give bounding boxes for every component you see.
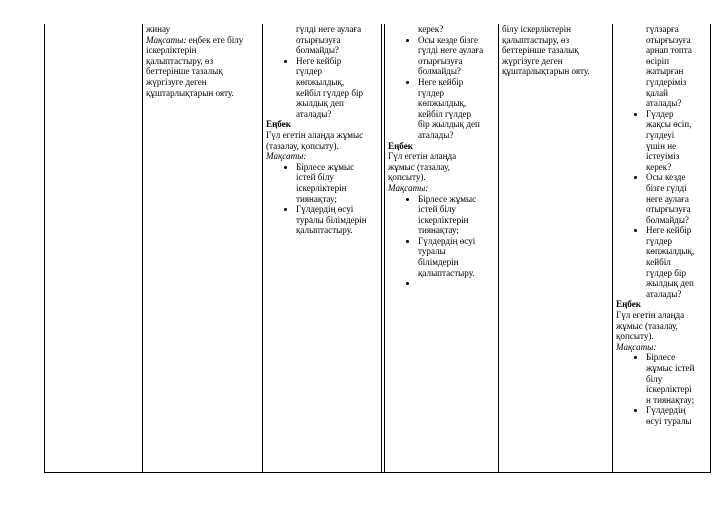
text-line: қопсыту).	[388, 172, 426, 183]
table-border-left	[44, 24, 45, 473]
list-item: • Бірлесе жұмыс істей білу іскерліктерін тиянақтау;	[418, 194, 497, 236]
goal-line	[146, 35, 261, 46]
text-line: білу іскерліктерін	[502, 24, 572, 34]
table-cell-col5	[616, 24, 709, 427]
list-item: • Гүлдер жақсы өсіп, гүлдеуі үшін не істеуіміз керек?	[646, 109, 709, 173]
section-heading: Еңбек	[388, 140, 414, 151]
text-line: беттерінше тазалық	[146, 66, 223, 77]
text-line: құштарлықтарын ояту.	[502, 66, 590, 77]
bullet-continuation	[388, 24, 497, 35]
list-item-empty	[418, 278, 497, 289]
list-item: • Неге кейбір гүлдер көпжылдық, кейбіл гүлдер бір жылдық деп аталады?	[646, 225, 709, 299]
list-item: • Осы кезде бізге гүлді неге аулаға отырғызуға болмайды?	[646, 172, 709, 225]
list-item: • Неге кейбір гүлдер көпжылдық, кейбіл гүлдер бір жылдық деп аталады?	[418, 77, 497, 141]
table-cell-col3	[388, 24, 497, 289]
list-item: • Осы кезде бізге гүлді неге аулаға отырғызуға болмайды?	[418, 35, 497, 77]
section-heading: Еңбек	[616, 299, 642, 310]
text-line: отырғызуға	[296, 34, 341, 45]
list-item: • Гүлдердің өсуі туралы	[646, 405, 709, 426]
text-line: іскерліктерін	[146, 45, 197, 56]
text-line: жұмыс (тазалау,	[388, 161, 450, 172]
table-column-divider	[142, 24, 143, 473]
text-line: қалыптастыру, өз	[146, 55, 214, 66]
list-item: • Неге кейбір гүлдер көпжылдық, кейбіл гүлдер бір жылдық деп аталады?	[296, 56, 380, 120]
table-cell-col4	[502, 24, 611, 77]
bullet-list	[266, 162, 380, 236]
table-cell-col1	[146, 24, 261, 98]
text-line: жинау	[146, 24, 171, 34]
text-line: құштарлықтарын ояту.	[146, 87, 234, 98]
table-cell-col2	[266, 24, 380, 236]
table-column-divider	[384, 24, 385, 473]
text-line: болмайды?	[296, 45, 339, 56]
list-item: • Бірлесе жұмыс істей білу іскерліктері н тиянақтау;	[646, 352, 709, 405]
list-item: • Гүлдердің өсуі туралы білімдерін қалыптастыру.	[296, 204, 380, 236]
text-line: керек?	[418, 24, 444, 34]
goal-label: Мақсаты:	[616, 341, 657, 352]
bullet-list	[388, 35, 497, 141]
text-line: қалыптастыру, өз	[502, 34, 570, 45]
text-line: қопсыту).	[616, 331, 654, 342]
text-line: Гүл егетін алаңда	[388, 151, 457, 162]
text-line: (тазалау, қопсыту).	[266, 140, 339, 151]
text-line: жүргізуге деген	[146, 76, 207, 87]
goal-label: Мақсаты:	[266, 151, 307, 162]
bullet-list	[266, 56, 380, 120]
bullet-continuation	[266, 24, 380, 56]
section-heading: Еңбек	[266, 119, 292, 130]
table-column-divider	[498, 24, 499, 473]
bullet-list	[616, 352, 709, 426]
list-item: • Гүлдердің өсуі туралы білімдерін қалыптастыру.	[418, 236, 497, 278]
table-border-bottom	[44, 472, 711, 473]
bullet-list	[388, 194, 497, 289]
text-line: жұмыс (тазалау,	[616, 320, 678, 331]
list-item: • Бірлесе жұмыс істей білу іскерліктерін тиянақтау;	[296, 162, 380, 204]
goal-label: Мақсаты:	[146, 34, 187, 45]
text-line: жүргізуге деген	[502, 55, 563, 66]
table-border-right	[710, 24, 711, 473]
text-line: Гүл егетін алаңда жұмыс	[266, 129, 364, 140]
table-column-divider	[381, 24, 382, 473]
table-column-divider	[262, 24, 263, 473]
text-line: беттерінше тазалық	[502, 45, 579, 56]
text-line: гүлді неге аулаға	[296, 24, 362, 34]
goal-text: еңбек ете білу	[186, 34, 244, 45]
table-column-divider	[612, 24, 613, 473]
bullet-continuation: гүлзарға отырғызуға арнап топта өсіріп жатырған гүлдеріміз қалай аталады?	[646, 24, 692, 109]
text-line: Гүл егетін алаңда	[616, 310, 685, 321]
goal-label: Мақсаты:	[388, 182, 429, 193]
bullet-list	[616, 109, 709, 300]
